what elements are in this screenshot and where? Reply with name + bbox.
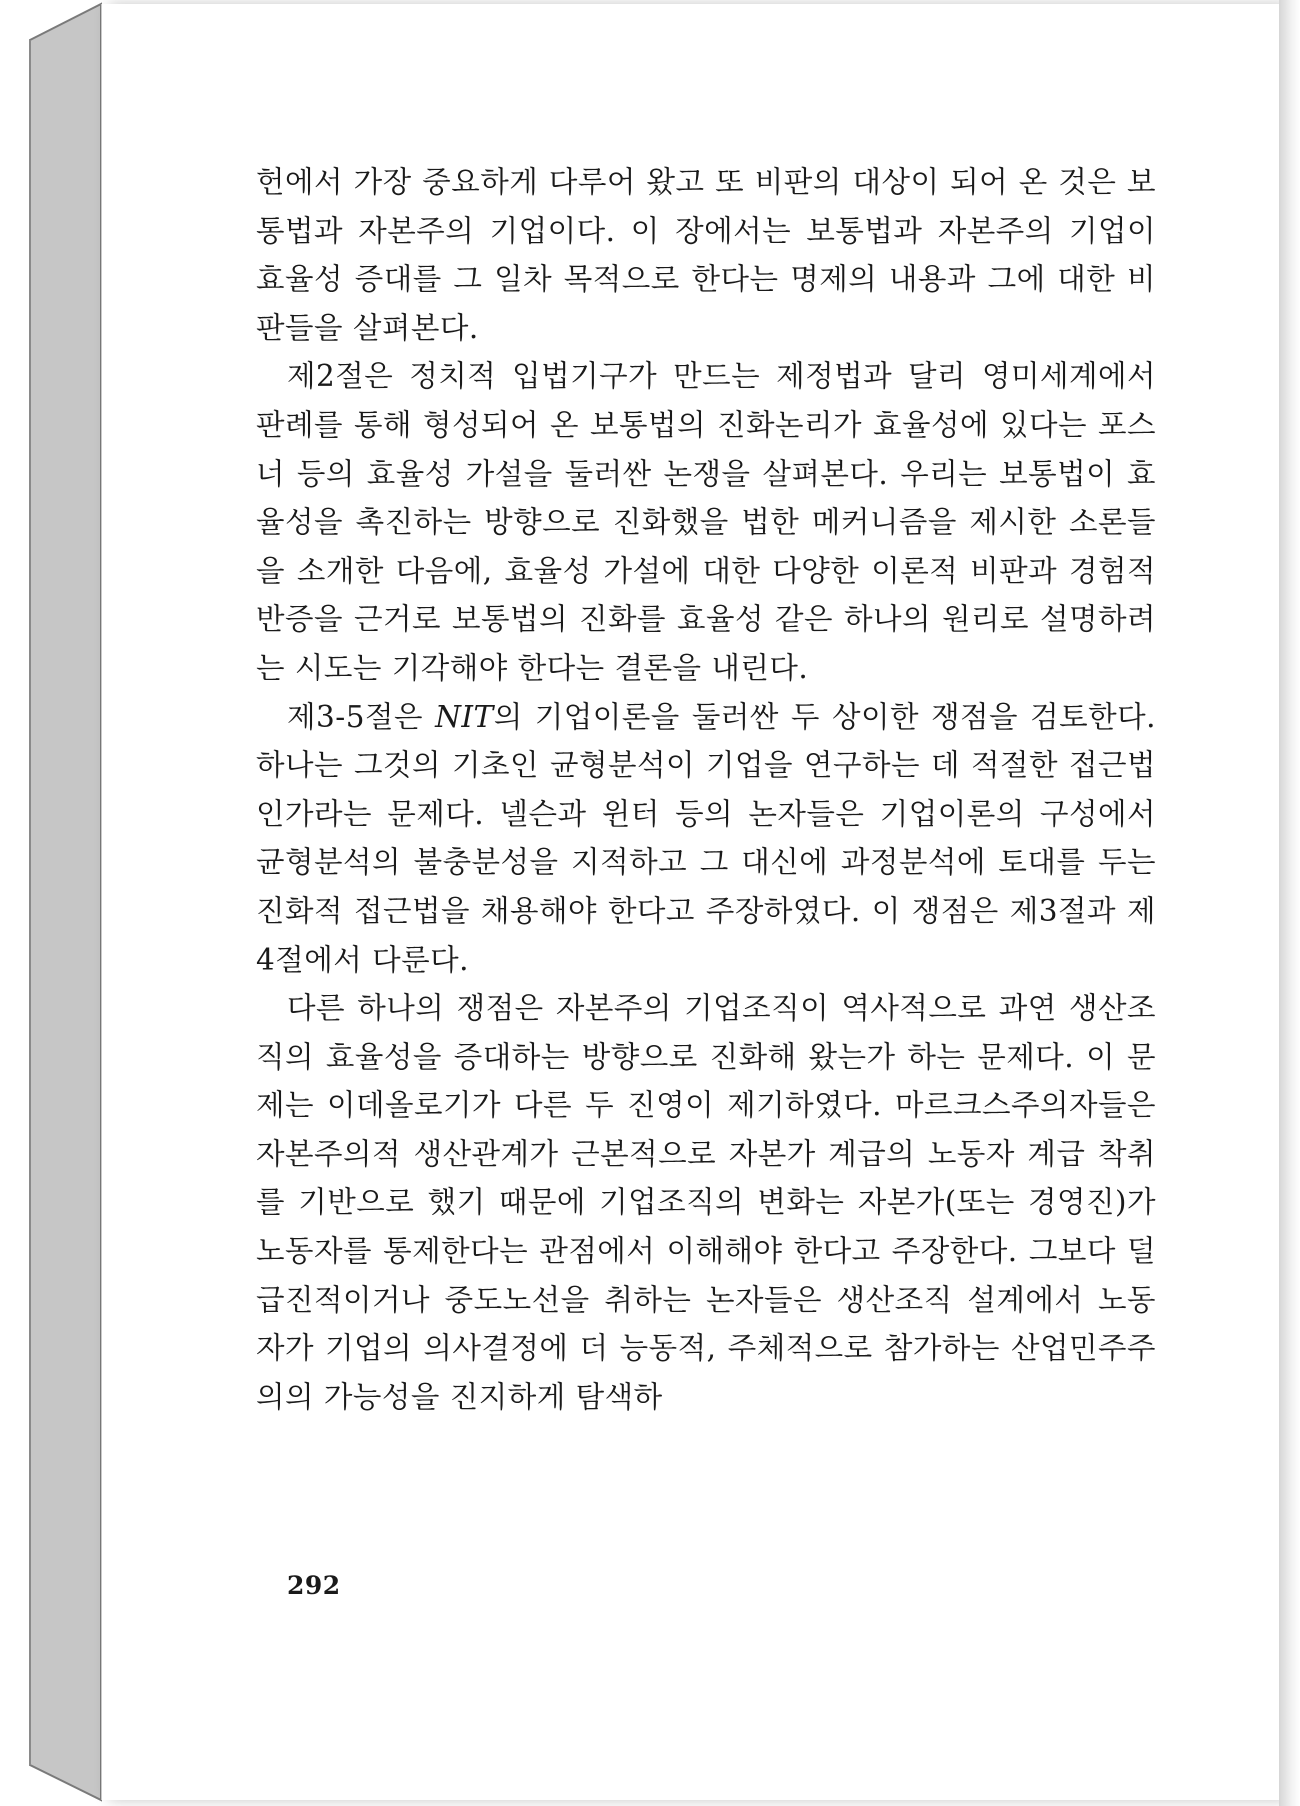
page-right-shadow (1279, 0, 1300, 1806)
paragraph-2 (256, 352, 1156, 692)
body-text (256, 158, 1156, 1421)
page-number: 292 (287, 1571, 341, 1600)
paragraph-1-text: 헌에서 가장 중요하게 다루어 왔고 또 비판의 대상이 되어 온 것은 보통법과 자본주의 기업이다. 이 장에서는 보통법과 자본주의 기업이 효율성 증대를 그 일차 목적으로 한다는 명제의 내용과 그에 대한 비판들을 살펴본다. (256, 165, 1156, 345)
paragraph-4-text: 다른 하나의 쟁점은 자본주의 기업조직이 역사적으로 과연 생산조직의 효율성을 증대하는 방향으로 진화해 왔는가 하는 문제다. 이 문제는 이데올로기가 다른 두 진영이 제기하였다. 마르크스주의자들은 자본주의적 생산관계가 근본적으로 자본가 계급의 노동자 계급 착취를 기반으로 했기 때문에 기업조직의 변화는 자본가(또는 경영진)가 노동자를 통제한다는 관점에서 이해해야 한다고 주장한다. 그보다 덜 급진적이거나 중도노선을 취하는 논자들은 생산조직 설계에서 노동자가 기업의 의사결정에 더 능동적, 주체적으로 참가하는 산업민주주의의 가능성을 진지하게 탐색하 (256, 991, 1156, 1414)
paragraph-1 (256, 158, 1156, 352)
paragraph-3 (256, 693, 1156, 985)
paragraph-4 (256, 984, 1156, 1421)
paragraph-2-text: 제2절은 정치적 입법기구가 만드는 제정법과 달리 영미세계에서 판례를 통해 형성되어 온 보통법의 진화논리가 효율성에 있다는 포스너 등의 효율성 가설을 둘러싼 논쟁을 살펴본다. 우리는 보통법이 효율성을 촉진하는 방향으로 진화했을 법한 메커니즘을 제시한 소론들을 소개한 다음에, 효율성 가설에 대한 다양한 이론적 비판과 경험적 반증을 근거로 보통법의 진화를 효율성 같은 하나의 원리로 설명하려는 시도는 기각해야 한다는 결론을 내린다. (256, 359, 1156, 685)
paragraph-3-prefix: 제3-5절은 (287, 699, 436, 734)
paragraph-3-italic-term: NIT (435, 699, 494, 734)
paragraph-3-text: 의 기업이론을 둘러싼 두 상이한 쟁점을 검토한다. 하나는 그것의 기초인 균형분석이 기업을 연구하는 데 적절한 접근법인가라는 문제다. 넬슨과 윈터 등의 논자들은 기업이론의 구성에서 균형분석의 불충분성을 지적하고 그 대신에 과정분석에 토대를 두는 진화적 접근법을 채용해야 한다고 주장하였다. 이 쟁점은 제3절과 제4절에서 다룬다. (256, 699, 1156, 977)
